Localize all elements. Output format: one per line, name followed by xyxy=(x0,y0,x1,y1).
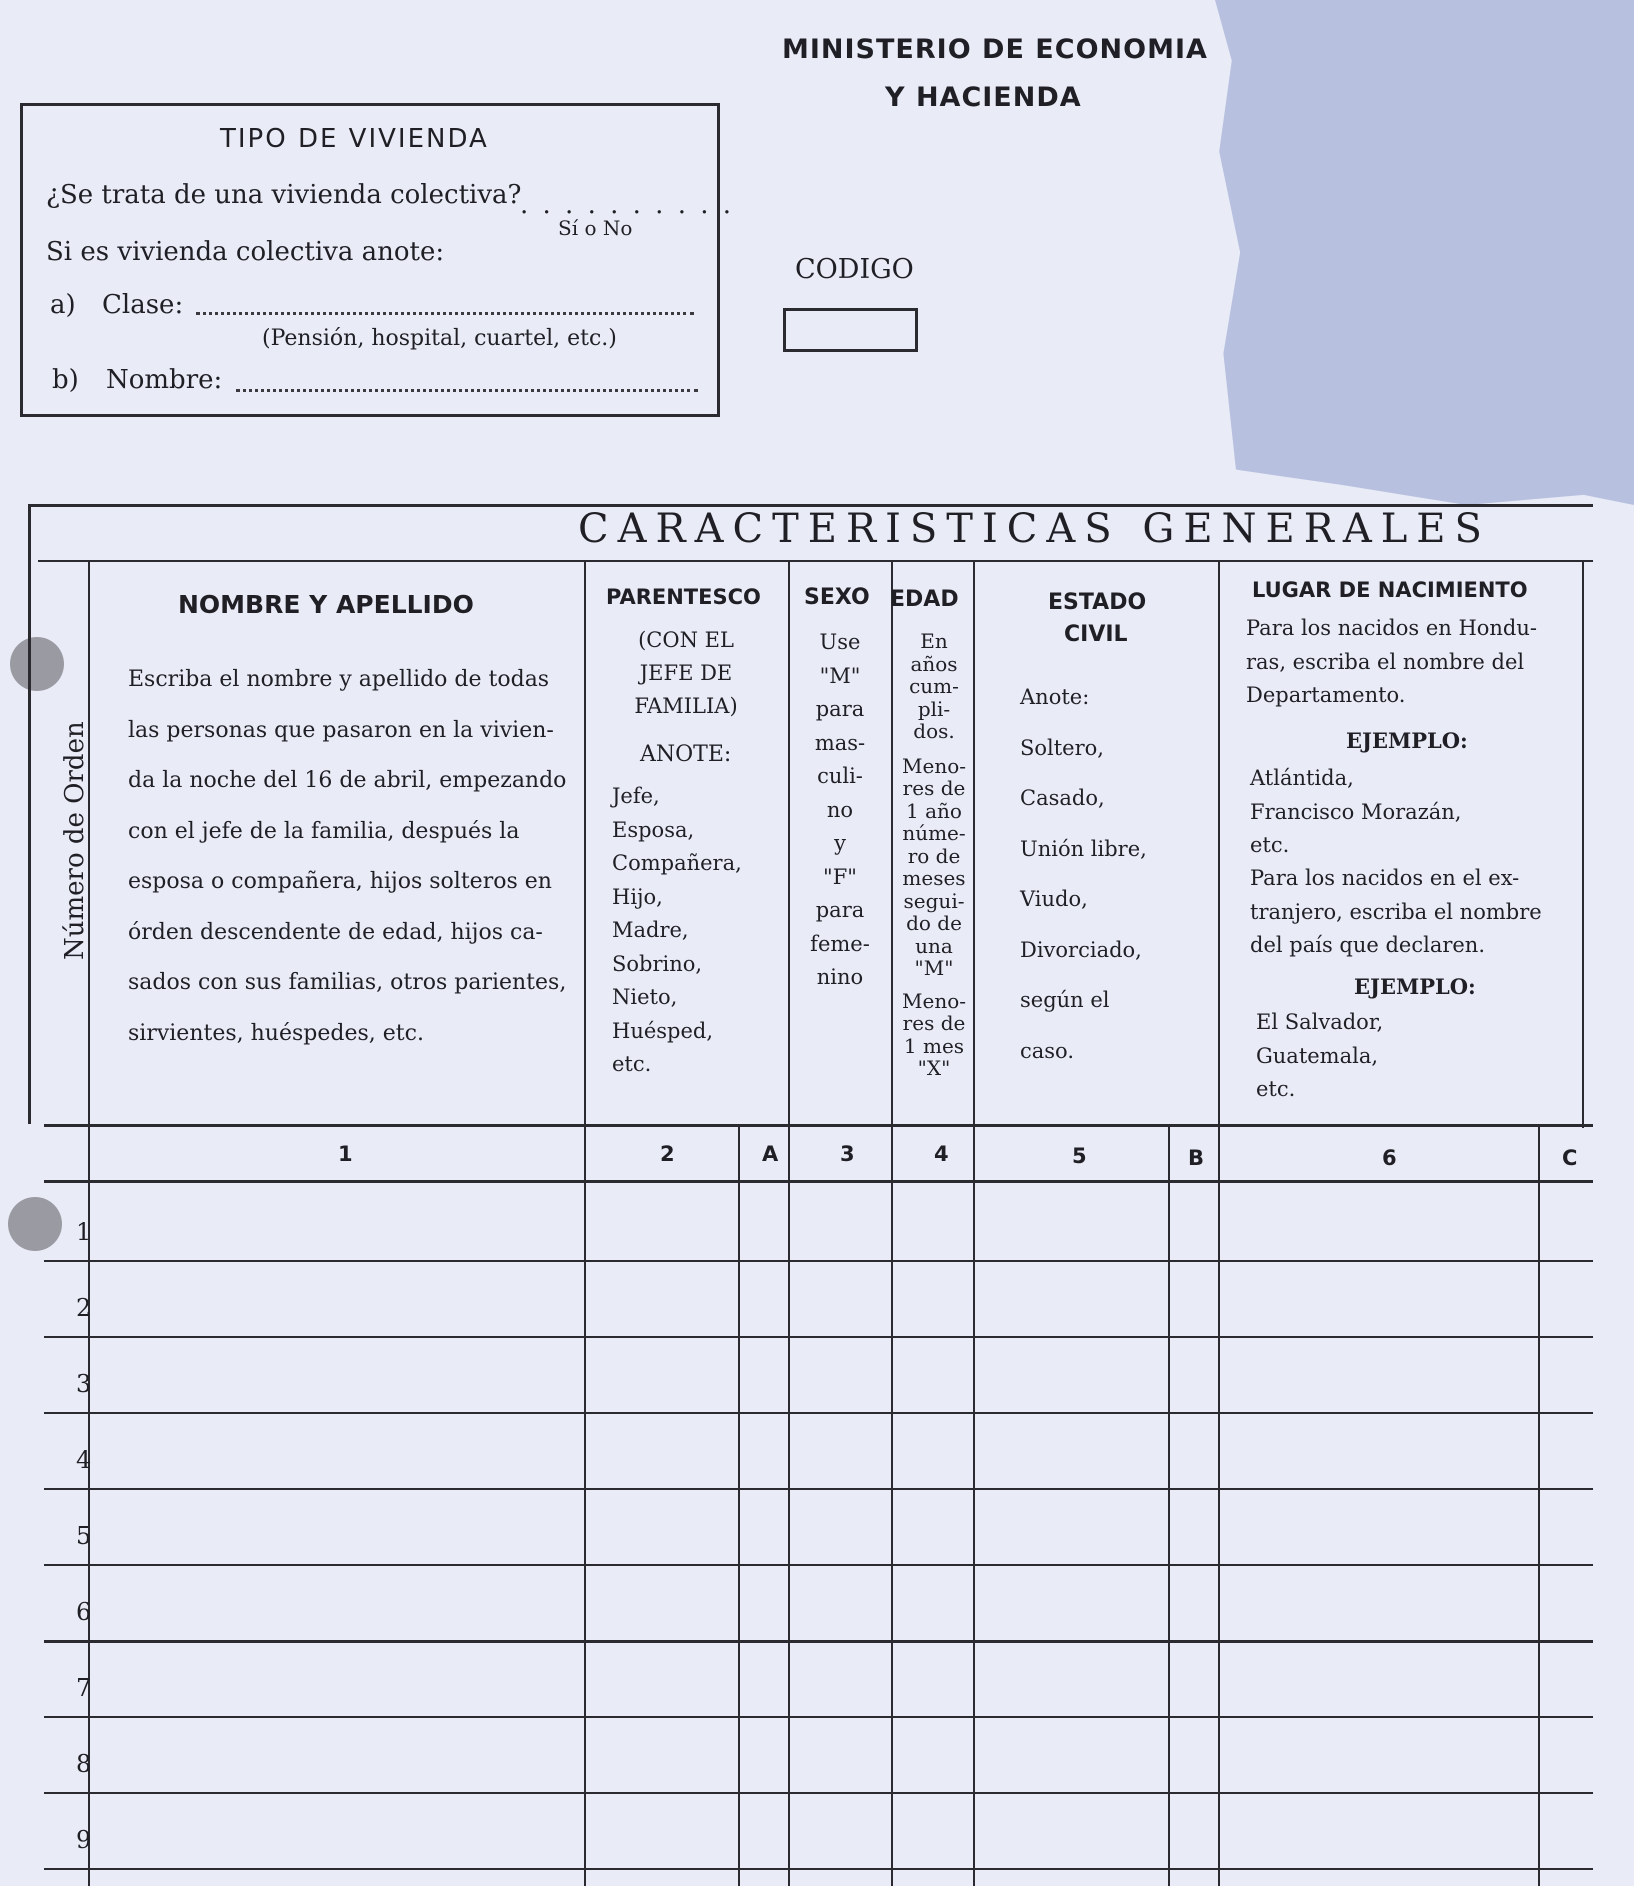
row-number: 3 xyxy=(76,1370,92,1398)
col-number-4: 4 xyxy=(934,1142,949,1166)
estado-heading-2: CIVIL xyxy=(1064,622,1128,647)
row-number: 9 xyxy=(76,1826,92,1854)
col-number-5: 5 xyxy=(1072,1144,1087,1168)
col-letter-a: A xyxy=(762,1142,779,1166)
row-number: 5 xyxy=(76,1522,92,1550)
lugar-ejemplo-2: EJEMPLO: xyxy=(1354,974,1476,999)
lugar-heading: LUGAR DE NACIMIENTO xyxy=(1252,578,1528,602)
parentesco-items: Jefe, Esposa, Compañera, Hijo, Madre, Sobrino, Nieto, Huésped, etc. xyxy=(612,784,742,1076)
codigo-field[interactable] xyxy=(783,308,918,352)
q1-text: ¿Se trata de una vivienda colectiva? xyxy=(46,180,522,210)
clase-field[interactable] xyxy=(196,312,694,315)
lugar-ejemplo-1: EJEMPLO: xyxy=(1346,728,1468,753)
nombre-label: b) xyxy=(52,365,79,395)
row-number: 6 xyxy=(76,1598,92,1626)
lugar-ex1: Atlántida, Francisco Morazán, etc. xyxy=(1250,766,1462,857)
sexo-instructions: Use "M" para mas- culi- no y "F" para feme- nino xyxy=(810,630,870,989)
parentesco-heading: PARENTESCO xyxy=(606,585,761,609)
ministry-line1: MINISTERIO DE ECONOMIA xyxy=(782,34,1208,65)
col-number-3: 3 xyxy=(840,1142,855,1166)
codigo-label: CODIGO xyxy=(795,254,914,285)
torn-corner xyxy=(1215,0,1634,505)
parentesco-sub: (CON EL JEFE DE FAMILIA) xyxy=(634,628,738,718)
clase-hint: (Pensión, hospital, cuartel, etc.) xyxy=(262,326,617,351)
edad-heading: EDAD xyxy=(890,587,959,612)
lugar-honduras: Para los nacidos en Hondu- ras, escriba el nombre del Departamento. xyxy=(1246,616,1537,707)
col-letter-b: B xyxy=(1188,1146,1205,1170)
estado-heading-1: ESTADO xyxy=(1048,590,1147,615)
sexo-heading: SEXO xyxy=(804,585,870,610)
estado-instructions: Anote: Soltero, Casado, Unión libre, Viudo, Divorciado, según el caso. xyxy=(1020,685,1147,1063)
parentesco-anote: ANOTE: xyxy=(640,742,732,767)
col-number-2: 2 xyxy=(660,1142,675,1166)
row-number: 2 xyxy=(76,1294,92,1322)
lugar-ex2: El Salvador, Guatemala, etc. xyxy=(1256,1010,1384,1101)
q1-hint: Sí o No xyxy=(558,216,633,240)
nombre-field[interactable] xyxy=(236,389,698,392)
table-title: CARACTERISTICAS GENERALES xyxy=(578,506,1491,552)
nombre-text: Nombre: xyxy=(106,365,223,395)
edad-instructions: En años cum- pli- dos. Meno- res de 1 año núme- ro de meses segui- do de una "M" Meno- res de 1 mes "X" xyxy=(902,629,966,1080)
ministry-line2: Y HACIENDA xyxy=(885,82,1082,113)
col-letter-c: C xyxy=(1562,1146,1578,1170)
q2-text: Si es vivienda colectiva anote: xyxy=(46,237,445,267)
tipo-vivienda-title: TIPO DE VIVIENDA xyxy=(220,124,489,154)
lugar-extranjero: Para los nacidos en el ex- tranjero, escriba el nombre del país que declaren. xyxy=(1250,866,1542,957)
numero-orden-label: Número de Orden xyxy=(60,721,90,960)
col-number-6: 6 xyxy=(1382,1146,1397,1170)
clase-text: Clase: xyxy=(102,290,184,320)
clase-label: a) xyxy=(50,290,76,320)
row-number: 7 xyxy=(76,1674,92,1702)
row-number: 8 xyxy=(76,1750,92,1778)
nombre-heading: NOMBRE Y APELLIDO xyxy=(178,590,474,619)
row-number: 4 xyxy=(76,1446,92,1474)
nombre-instructions: Escriba el nombre y apellido de todas las personas que pasaron en la vivien- da la noche del 16 de abril, empezando con el jefe de la familia, después la esposa o compañera, hijos solteros en órden descendente de edad, hijos ca- sados con sus familias, otros parientes, sirvientes, huéspedes, etc. xyxy=(128,667,567,1046)
col-number-1: 1 xyxy=(338,1142,353,1166)
row-number: 1 xyxy=(76,1218,92,1246)
